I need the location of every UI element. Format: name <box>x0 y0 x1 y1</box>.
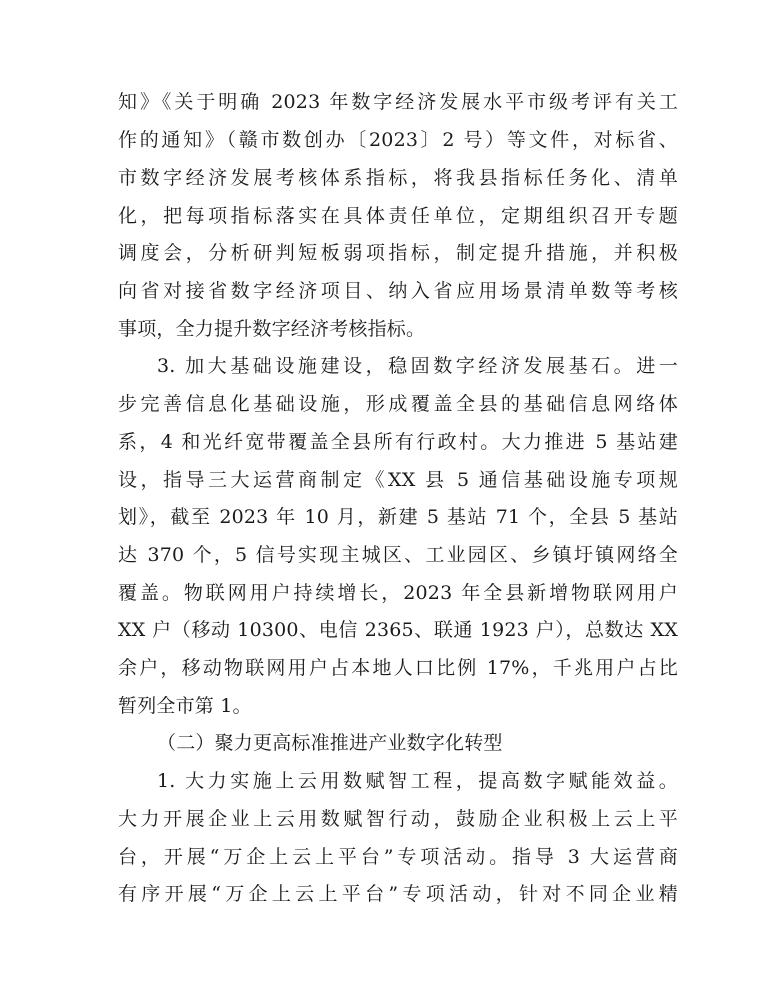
body-text-line: 设，指导三大运营商制定《XX 县 5 通信基础设施专项规 <box>118 469 678 491</box>
body-text-line: 作的通知》（赣市数创办〔2023〕2 号）等文件，对标省、 <box>118 129 678 151</box>
item-heading-line: 1. 大力实施上云用数赋智工程，提高数字赋能效益。 <box>157 770 678 792</box>
body-text-line: 暂列全市第 1。 <box>118 695 252 717</box>
body-text-line: 向省对接省数字经济项目、纳入省应用场景清单数等考核 <box>118 280 678 302</box>
body-text-line: 事项，全力提升数字经济考核指标。 <box>118 318 426 340</box>
item-heading-line: 3. 加大基础设施建设，稳固数字经济发展基石。进一 <box>157 355 678 377</box>
body-text-line: 市数字经济发展考核体系指标，将我县指标任务化、清单 <box>118 167 678 189</box>
body-text-line: 划》，截至 2023 年 10 月，新建 5 基站 71 个，全县 5 基站 <box>118 506 678 528</box>
body-text-line: 大力开展企业上云用数赋智行动，鼓励企业积极上云上平 <box>118 808 678 830</box>
body-text-line: 调度会，分析研判短板弱项指标，制定提升措施，并积极 <box>118 242 678 264</box>
body-text-line: 步完善信息化基础设施，形成覆盖全县的基础信息网络体 <box>118 393 678 415</box>
body-text-line: 有序开展“万企上云上平台”专项活动，针对不同企业精 <box>118 883 678 905</box>
body-text-line: 化，把每项指标落实在具体责任单位，定期组织召开专题 <box>118 205 678 227</box>
section-heading: （二）聚力更高标准推进产业数字化转型 <box>157 732 503 754</box>
body-text-line: 台，开展“万企上云上平台”专项活动。指导 3 大运营商 <box>118 846 678 868</box>
body-text-line: 达 370 个，5 信号实现主城区、工业园区、乡镇圩镇网络全 <box>118 544 678 566</box>
body-text-line: 覆盖。物联网用户持续增长，2023 年全县新增物联网用户 <box>118 582 678 604</box>
body-text-line: 余户，移动物联网用户占本地人口比例 17%，千兆用户占比 <box>118 657 678 679</box>
body-text-line: 系，4 和光纤宽带覆盖全县所有行政村。大力推进 5 基站建 <box>118 431 678 453</box>
body-text-line: 知》《关于明确 2023 年数字经济发展水平市级考评有关工 <box>118 91 678 113</box>
body-text-line: XX 户（移动 10300、电信 2365、联通 1923 户），总数达 XX <box>118 619 678 641</box>
